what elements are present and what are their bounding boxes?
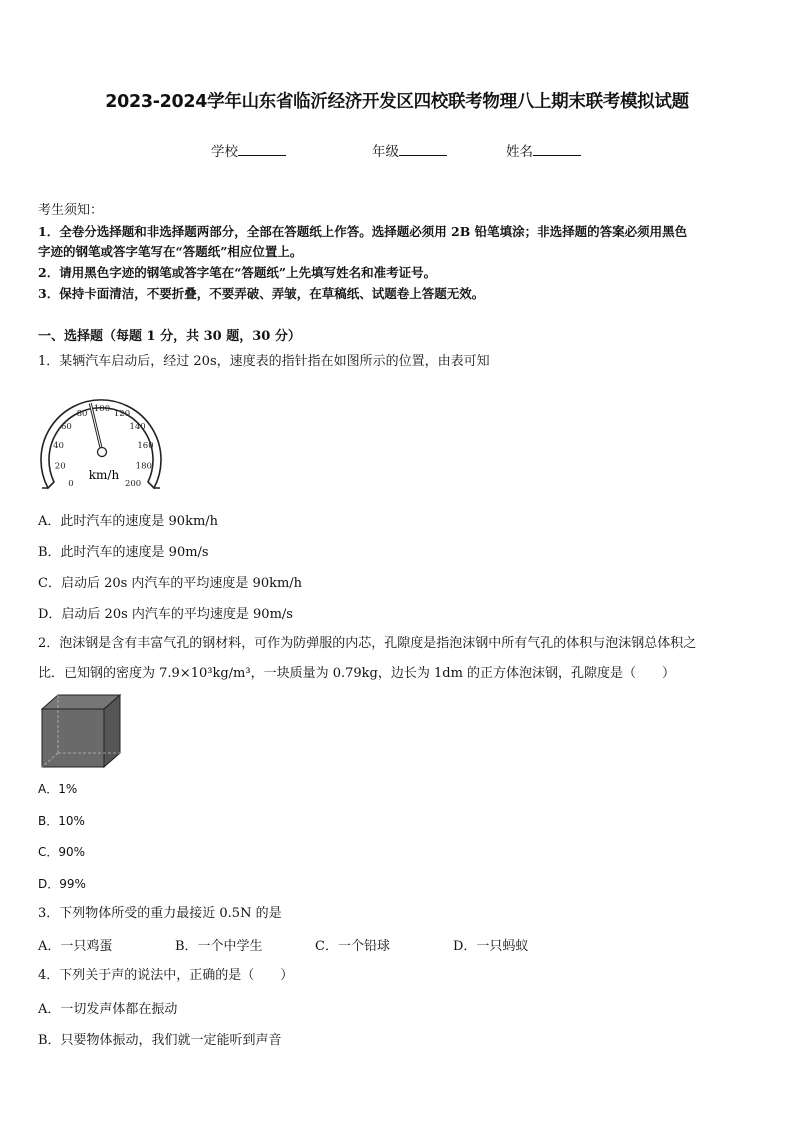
q1-option-b: B．此时汽车的速度是 90m/s: [38, 545, 209, 560]
q2-option-a: A．1%: [38, 782, 78, 796]
notice-item-3: 3．保持卡面清洁，不要折叠，不要弄破、弄皱，在草稿纸、试题卷上答题无效。: [38, 286, 485, 301]
gauge-tick-label: 160: [137, 441, 154, 452]
q4-option-a: A．一切发声体都在振动: [38, 1002, 178, 1017]
q2-stem-line-2: 比．已知钢的密度为 7.9×10³kg/m³，一块质量为 0.79kg，边长为 1dm 的正方体泡沫钢，孔隙度是（ ）: [38, 666, 676, 681]
grade-blank: [399, 143, 447, 156]
q3-option-d: D．一只蚂蚁: [453, 939, 529, 954]
exam-title: 2023-2024学年山东省临沂经济开发区四校联考物理八上期末联考模拟试题: [105, 92, 689, 112]
notice-item-1b: 字迹的钢笔或答字笔写在“答题纸”相应位置上。: [38, 244, 303, 259]
section-heading: 一、选择题（每题 1 分，共 30 题，30 分）: [38, 329, 301, 344]
q1-option-d: D．启动后 20s 内汽车的平均速度是 90m/s: [38, 607, 293, 622]
school-field: [211, 140, 286, 160]
q1-stem: 1．某辆汽车启动后，经过 20s，速度表的指针指在如图所示的位置，由表可知: [38, 354, 490, 369]
school-label: 学校: [211, 144, 238, 160]
gauge-tick-label: 0: [68, 479, 74, 490]
q3-option-a: A．一只鸡蛋: [38, 939, 113, 954]
gauge-tick-label: 40: [53, 441, 64, 452]
gauge-tick-label: 180: [135, 461, 152, 472]
gauge-tick-label: 60: [60, 422, 72, 433]
q1-option-c: C．启动后 20s 内汽车的平均速度是 90km/h: [38, 576, 303, 591]
gauge-tick-label: 200: [124, 479, 142, 490]
q3-option-b: B．一个中学生: [175, 939, 263, 954]
name-field: [506, 140, 581, 160]
gauge-hub: [98, 448, 107, 457]
q4-option-b: B．只要物体振动，我们就一定能听到声音: [38, 1033, 282, 1048]
gauge-unit: km/h: [88, 468, 120, 482]
q3-option-c: C．一个铅球: [315, 939, 390, 954]
q2-option-c: C．90%: [38, 845, 86, 859]
q2-option-d: D．99%: [38, 877, 86, 891]
notice-item-1a: 1．全卷分选择题和非选择题两部分，全部在答题纸上作答。选择题必须用 2B 铅笔填涂；非选择题的答案必须用黑色: [38, 224, 688, 239]
name-blank: [533, 143, 581, 156]
gauge-tick-label: 100: [93, 404, 111, 414]
gauge-tick-label: 120: [113, 408, 131, 419]
notice-item-2: 2．请用黑色字迹的钢笔或答字笔在“答题纸”上先填写姓名和准考证号。: [38, 265, 437, 280]
q2-stem-line-1: 2．泡沫钢是含有丰富气孔的钢材料，可作为防弹服的内芯，孔隙度是指泡沫钢中所有气孔的体积与泡沫钢总体积之: [38, 636, 697, 651]
q2-option-b: B．10%: [38, 814, 85, 828]
cube-figure: [40, 693, 126, 771]
name-label: 姓名: [506, 144, 533, 160]
q4-stem: 4．下列关于声的说法中，正确的是（ ）: [38, 968, 294, 983]
grade-label: 年级: [372, 144, 399, 160]
gauge-tick-label: 20: [54, 461, 66, 472]
school-blank: [238, 143, 286, 156]
gauge-tick-label: 80: [76, 408, 88, 419]
grade-field: [372, 140, 447, 160]
q3-stem: 3．下列物体所受的重力最接近 0.5N 的是: [38, 906, 282, 921]
q1-option-a: A．此时汽车的速度是 90km/h: [38, 514, 219, 529]
speedometer-figure: [38, 386, 170, 496]
gauge-tick-label: 140: [129, 422, 146, 433]
notice-heading: 考生须知：: [38, 203, 104, 218]
